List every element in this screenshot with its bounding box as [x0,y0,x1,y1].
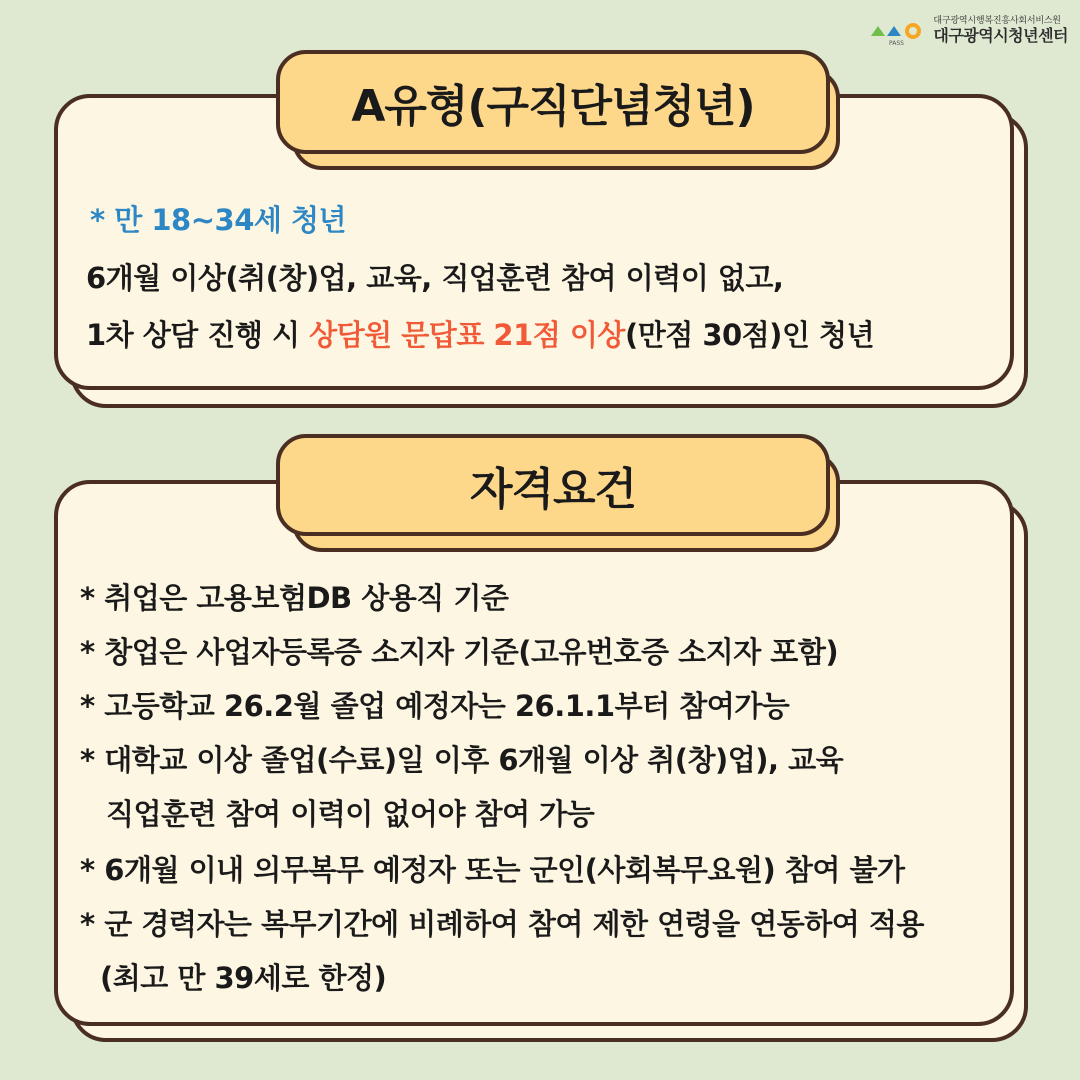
section-a-line3-suffix: (만점 30점)인 청년 [624,318,875,352]
org-logo [869,16,1068,46]
requirement-item-3: * 고등학교 26.2월 졸업 예정자는 26.1.1부터 참여가능 [80,689,790,723]
logo-caption: PASS [889,40,905,46]
requirement-item-1: * 취업은 고용보험DB 상용직 기준 [80,581,509,615]
requirement-item-5: * 6개월 이내 의무복무 예정자 또는 군인(사회복무요원) 참여 불가 [80,853,905,887]
requirement-item-6: * 군 경력자는 복무기간에 비례하여 참여 제한 연령을 연동하여 적용 [80,907,924,941]
section-b-title: 자격요건 [276,434,830,536]
section-a-line2: 6개월 이상(취(창)업, 교육, 직업훈련 참여 이력이 없고, [86,261,784,295]
requirement-item-4-cont: 직업훈련 참여 이력이 없어야 참여 가능 [106,797,595,831]
requirement-item-6-cont: (최고 만 39세로 한정) [100,961,387,995]
pass-logo-icon [869,16,925,46]
section-a-line3 [86,313,874,354]
section-a-line3-prefix: 1차 상담 진행 시 [86,318,310,352]
section-a-age-line: * 만 18~34세 청년 [90,203,347,237]
requirement-item-4: * 대학교 이상 졸업(수료)일 이후 6개월 이상 취(창)업), 교육 [80,743,844,777]
section-a-title: A유형(구직단념청년) [276,50,830,154]
requirement-item-2: * 창업은 사업자등록증 소지자 기준(고유번호증 소지자 포함) [80,635,839,669]
logo-org-subtitle: 대구광역시행복진흥사회서비스원 [933,16,1061,27]
logo-org-name: 대구광역시청년센터 [933,26,1068,46]
section-a-line3-highlight: 상담원 문답표 21점 이상 [309,318,625,352]
